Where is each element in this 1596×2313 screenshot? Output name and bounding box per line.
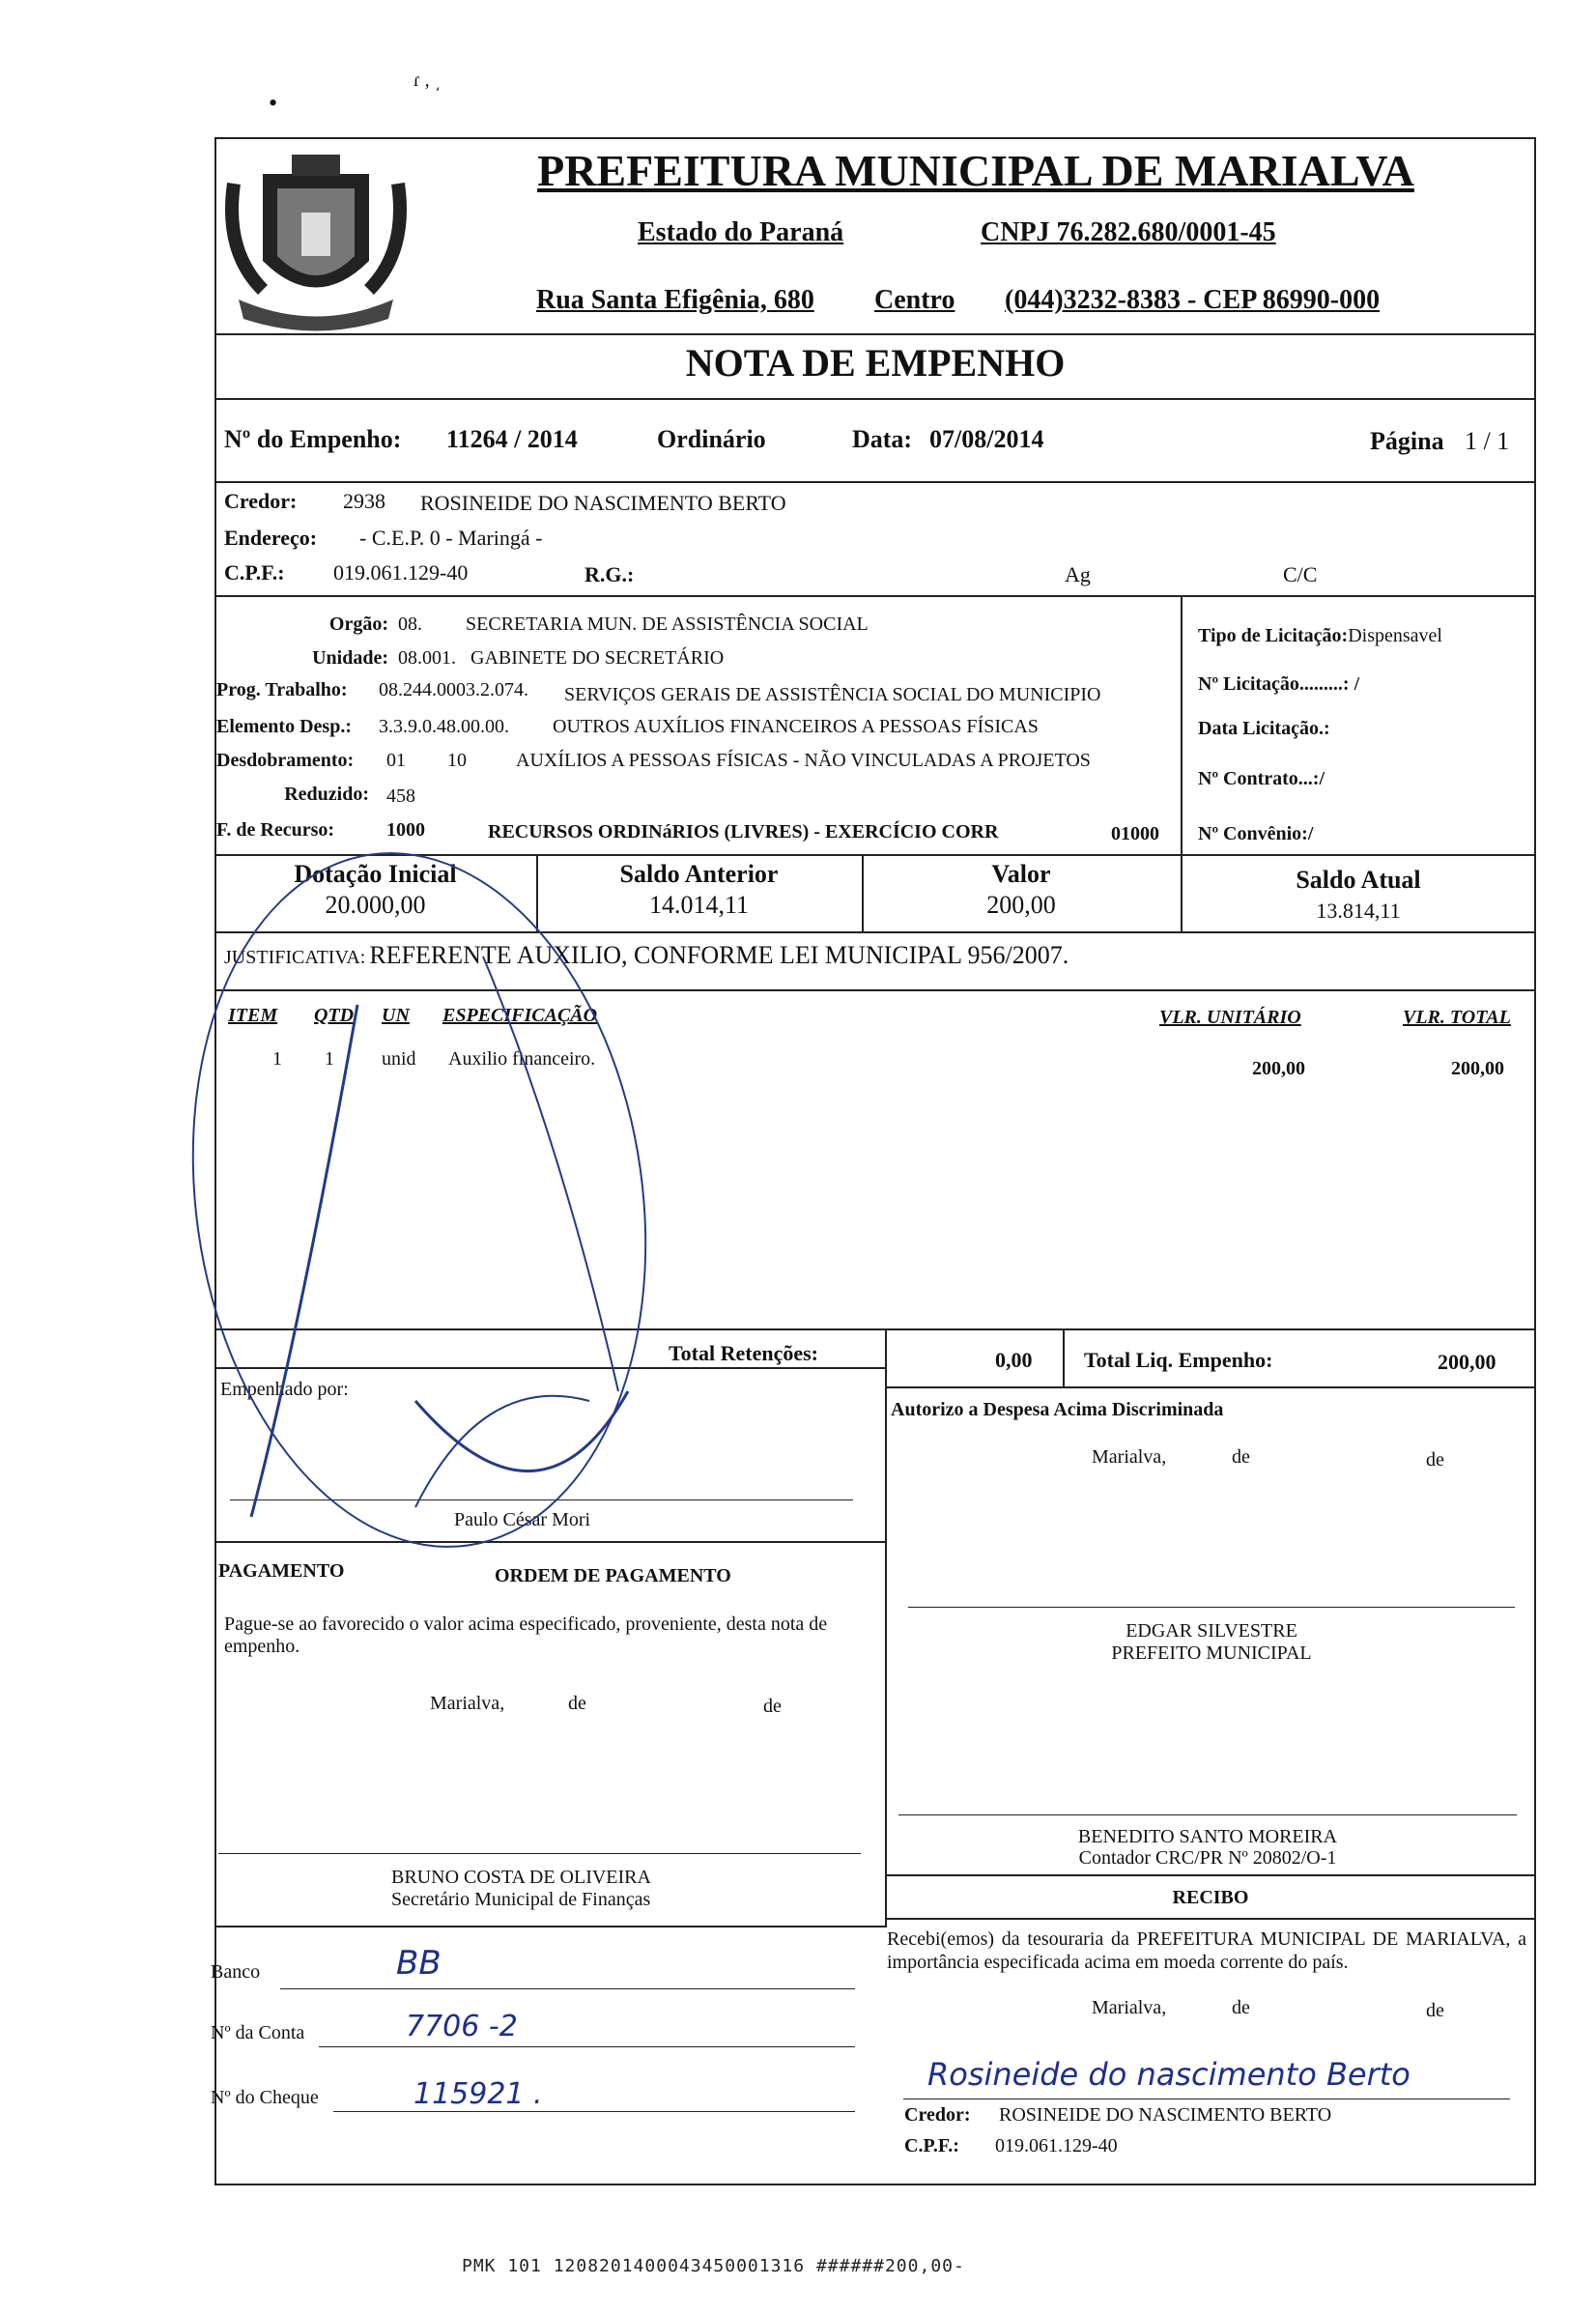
justificativa-label: JUSTIFICATIVA: bbox=[224, 947, 366, 968]
orgao-label: Orgão: bbox=[328, 614, 388, 635]
autorizo-de1: de bbox=[1232, 1446, 1250, 1468]
conta-label: Nº da Conta bbox=[211, 2022, 305, 2043]
cheque-label: Nº do Cheque bbox=[211, 2087, 319, 2108]
tipo-licitacao: Tipo de Licitação:Dispensavel bbox=[1198, 625, 1442, 646]
scan-mark: ɾ , ͵ bbox=[413, 70, 442, 91]
total-liq-value: 200,00 bbox=[1438, 1350, 1496, 1374]
total-retencoes-label: Total Retenções: bbox=[669, 1341, 818, 1365]
num-licitacao: Nº Licitação.........: / bbox=[1198, 673, 1360, 695]
dotacao-value: 20.000,00 bbox=[325, 891, 426, 919]
col-un: UN bbox=[382, 1005, 410, 1026]
endereco-value: - C.E.P. 0 - Maringá - bbox=[359, 526, 543, 550]
row-un: unid bbox=[382, 1048, 416, 1070]
pagamento-text: Pague-se ao favorecido o valor acima especificado, proveniente, desta nota de empenho. bbox=[224, 1613, 828, 1657]
pagamento-de2: de bbox=[763, 1696, 782, 1717]
justificativa-text: REFERENTE AUXILIO, CONFORME LEI MUNICIPAL 956/2007. bbox=[369, 941, 1069, 969]
autorizo-de2: de bbox=[1426, 1449, 1444, 1471]
banco-label: Banco bbox=[211, 1961, 261, 1983]
date-label: Data: bbox=[852, 425, 913, 453]
unidade-code: 08.001. bbox=[398, 647, 456, 669]
desd-name: AUXÍLIOS A PESSOAS FÍSICAS - NÃO VINCULADAS A PROJETOS bbox=[516, 750, 1091, 771]
dotacao-label: Dotação Inicial bbox=[294, 860, 457, 888]
empenhado-name: Paulo César Mori bbox=[454, 1509, 591, 1530]
empenhado-label: Empenhado por: bbox=[220, 1379, 349, 1400]
unidade-label: Unidade: bbox=[312, 647, 388, 669]
cheque-value: 115921 . bbox=[413, 2077, 543, 2111]
rec-code2: 01000 bbox=[1111, 823, 1159, 844]
rec-label: F. de Recurso: bbox=[216, 819, 335, 841]
contador-role: Contador CRC/PR Nº 20802/O-1 bbox=[1078, 1847, 1337, 1869]
autorizo-text: Autorizo a Despesa Acima Discriminada bbox=[891, 1399, 1224, 1420]
recibo-place: Marialva, bbox=[1092, 1997, 1167, 2018]
pagamento-place: Marialva, bbox=[430, 1693, 505, 1714]
data-licitacao: Data Licitação.: bbox=[1198, 718, 1330, 739]
saldo-atual-value: 13.814,11 bbox=[1316, 899, 1401, 923]
valor-label: Valor bbox=[991, 860, 1051, 888]
rec-name: RECURSOS ORDINáRIOS (LIVRES) - EXERCÍCIO CORR bbox=[488, 821, 999, 842]
num-contrato: Nº Contrato...:/ bbox=[1198, 768, 1325, 789]
total-liq-label: Total Liq. Empenho: bbox=[1084, 1348, 1273, 1372]
page-title: PREFEITURA MUNICIPAL DE MARIALVA bbox=[537, 146, 1414, 195]
elem-code: 3.3.9.0.48.00.00. bbox=[379, 716, 509, 737]
cnpj-text: CNPJ 76.282.680/0001-45 bbox=[981, 217, 1276, 247]
row-qtd: 1 bbox=[325, 1048, 334, 1070]
prog-name: SERVIÇOS GERAIS DE ASSISTÊNCIA SOCIAL DO MUNICIPIO bbox=[564, 684, 1101, 705]
col-total: VLR. TOTAL bbox=[1403, 1007, 1511, 1028]
recibo-credor-name: ROSINEIDE DO NASCIMENTO BERTO bbox=[999, 2104, 1332, 2126]
desd-a: 01 bbox=[386, 750, 406, 771]
empenho-number: 11264 / 2014 bbox=[446, 425, 578, 453]
credor-name: ROSINEIDE DO NASCIMENTO BERTO bbox=[420, 491, 786, 515]
conta-value: 7706 -2 bbox=[406, 2010, 518, 2043]
valor-value: 200,00 bbox=[986, 891, 1056, 919]
red-value: 458 bbox=[386, 785, 415, 807]
street-text: Rua Santa Efigênia, 680 bbox=[536, 285, 814, 315]
orgao-code: 08. bbox=[398, 614, 422, 635]
cpf-value: 019.061.129-40 bbox=[333, 560, 469, 585]
secretario-role: Secretário Municipal de Finanças bbox=[391, 1889, 651, 1910]
desd-label: Desdobramento: bbox=[216, 750, 355, 771]
pen-scribble-mark bbox=[193, 850, 869, 1527]
district-text: Centro bbox=[874, 285, 955, 315]
recibo-de2: de bbox=[1426, 2000, 1444, 2021]
credor-signature: Rosineide do nascimento Berto bbox=[927, 2056, 1411, 2093]
prog-code: 08.244.0003.2.074. bbox=[379, 679, 528, 700]
row-item: 1 bbox=[272, 1048, 282, 1070]
state-text: Estado do Paraná bbox=[638, 217, 844, 247]
recibo-title: RECIBO bbox=[1172, 1887, 1249, 1908]
credor-label: Credor: bbox=[224, 489, 298, 513]
prefeito-name: EDGAR SILVESTRE bbox=[1126, 1620, 1297, 1642]
orgao-name: SECRETARIA MUN. DE ASSISTÊNCIA SOCIAL bbox=[466, 614, 869, 635]
row-unit: 200,00 bbox=[1252, 1058, 1305, 1079]
saldo-atual-label: Saldo Atual bbox=[1296, 866, 1421, 894]
empenho-type: Ordinário bbox=[657, 425, 766, 453]
cc-label: C/C bbox=[1283, 562, 1318, 586]
footer-code: PMK 101 1208201400043450001316 ######200,00- bbox=[462, 2256, 965, 2276]
phone-cep-text: (044)3232-8383 - CEP 86990-000 bbox=[1005, 285, 1381, 315]
page-number: 1 / 1 bbox=[1465, 427, 1510, 455]
desd-b: 10 bbox=[447, 750, 467, 771]
ag-label: Ag bbox=[1065, 562, 1091, 586]
ordem-pagamento: ORDEM DE PAGAMENTO bbox=[495, 1565, 731, 1586]
recibo-cpf-label: C.P.F.: bbox=[904, 2135, 959, 2156]
row-spec: Auxilio financeiro. bbox=[448, 1048, 596, 1070]
saldo-anterior-value: 14.014,11 bbox=[648, 891, 750, 919]
recibo-de1: de bbox=[1232, 1997, 1250, 2018]
row-total: 200,00 bbox=[1451, 1058, 1504, 1079]
col-spec: ESPECIFICAÇÃO bbox=[442, 1005, 598, 1026]
elem-name: OUTROS AUXÍLIOS FINANCEIROS A PESSOAS FÍSICAS bbox=[553, 716, 1039, 737]
saldo-anterior-label: Saldo Anterior bbox=[619, 860, 779, 888]
rec-code: 1000 bbox=[386, 819, 425, 841]
total-retencoes-value: 0,00 bbox=[995, 1348, 1033, 1372]
recibo-credor-label: Credor: bbox=[904, 2104, 971, 2126]
recibo-text: Recebi(emos) da tesouraria da PREFEITURA MUNICIPAL DE MARIALVA, a importância especificada acima em moeda corrente do país. bbox=[887, 1928, 1526, 1973]
rg-label: R.G.: bbox=[584, 562, 635, 586]
pagamento-de1: de bbox=[568, 1693, 586, 1714]
pagamento-label: PAGAMENTO bbox=[218, 1560, 345, 1582]
secretario-name: BRUNO COSTA DE OLIVEIRA bbox=[391, 1867, 651, 1888]
credor-code: 2938 bbox=[343, 489, 385, 513]
elem-label: Elemento Desp.: bbox=[216, 716, 352, 737]
page-label: Página bbox=[1370, 427, 1444, 455]
red-label: Reduzido: bbox=[284, 784, 369, 805]
endereco-label: Endereço: bbox=[224, 526, 318, 550]
num-convenio: Nº Convênio:/ bbox=[1198, 823, 1314, 844]
scan-mark: • bbox=[269, 89, 278, 117]
autorizo-place: Marialva, bbox=[1092, 1446, 1167, 1468]
prog-label: Prog. Trabalho: bbox=[216, 679, 348, 700]
empenho-label: Nº do Empenho: bbox=[224, 425, 402, 453]
document-title: NOTA DE EMPENHO bbox=[685, 341, 1066, 385]
col-item: ITEM bbox=[228, 1005, 278, 1026]
date-value: 07/08/2014 bbox=[929, 425, 1044, 453]
banco-value: BB bbox=[396, 1944, 442, 1983]
contador-name: BENEDITO SANTO MOREIRA bbox=[1077, 1826, 1338, 1847]
col-unit: VLR. UNITÁRIO bbox=[1159, 1007, 1301, 1028]
cpf-label: C.P.F.: bbox=[224, 560, 285, 585]
unidade-name: GABINETE DO SECRETÁRIO bbox=[470, 647, 725, 669]
municipal-crest-icon bbox=[224, 145, 408, 338]
prefeito-role: PREFEITO MUNICIPAL bbox=[1111, 1642, 1312, 1664]
col-qtd: QTD bbox=[314, 1005, 355, 1026]
recibo-cpf-value: 019.061.129-40 bbox=[995, 2135, 1118, 2156]
